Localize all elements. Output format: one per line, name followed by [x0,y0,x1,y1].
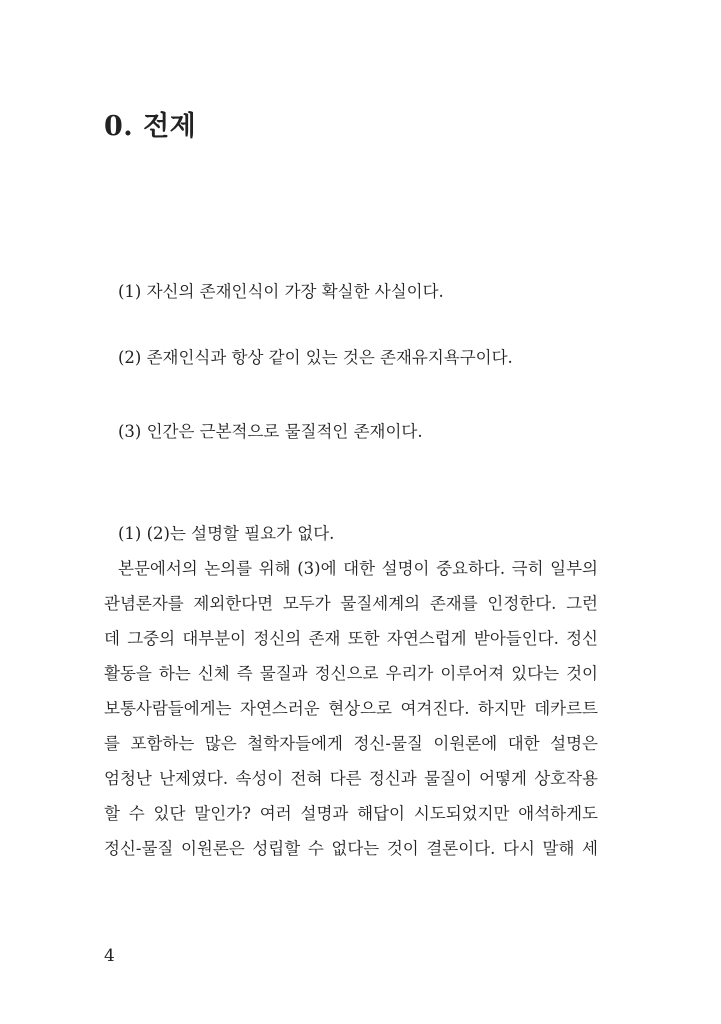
body-line: 엄청난 난제였다. 속성이 전혀 다른 정신과 물질이 어떻게 상호작용 [104,769,598,788]
page-number: 4 [104,946,115,966]
premise-3: (3) 인간은 근본적으로 물질적인 존재이다. [118,422,423,441]
body-line: (1) (2)는 설명할 필요가 없다. [118,524,335,543]
premise-1: (1) 자신의 존재인식이 가장 확실한 사실이다. [118,282,444,301]
body-line: 를 포함하는 많은 철학자들에게 정신-물질 이원론에 대한 설명은 [104,734,598,753]
body-line: 보통사람들에게는 자연스러운 현상으로 여겨진다. 하지만 데카르트 [104,699,598,718]
premise-2: (2) 존재인식과 항상 같이 있는 것은 존재유지욕구이다. [118,348,513,367]
body-paragraph [104,516,598,866]
body-line: 관념론자를 제외한다면 모두가 물질세계의 존재를 인정한다. 그런 [104,594,598,613]
section-title: 0. 전제 [104,111,197,142]
body-line: 데 그중의 대부분이 정신의 존재 또한 자연스럽게 받아들인다. 정신 [104,629,598,648]
body-line: 할 수 있단 말인가? 여러 설명과 해답이 시도되었지만 애석하게도 [104,804,598,823]
body-line: 본문에서의 논의를 위해 (3)에 대한 설명이 중요하다. 극히 일부의 [118,559,598,578]
body-line: 활동을 하는 신체 즉 물질과 정신으로 우리가 이루어져 있다는 것이 [104,664,598,683]
body-line: 정신-물질 이원론은 성립할 수 없다는 것이 결론이다. 다시 말해 세 [104,839,598,858]
